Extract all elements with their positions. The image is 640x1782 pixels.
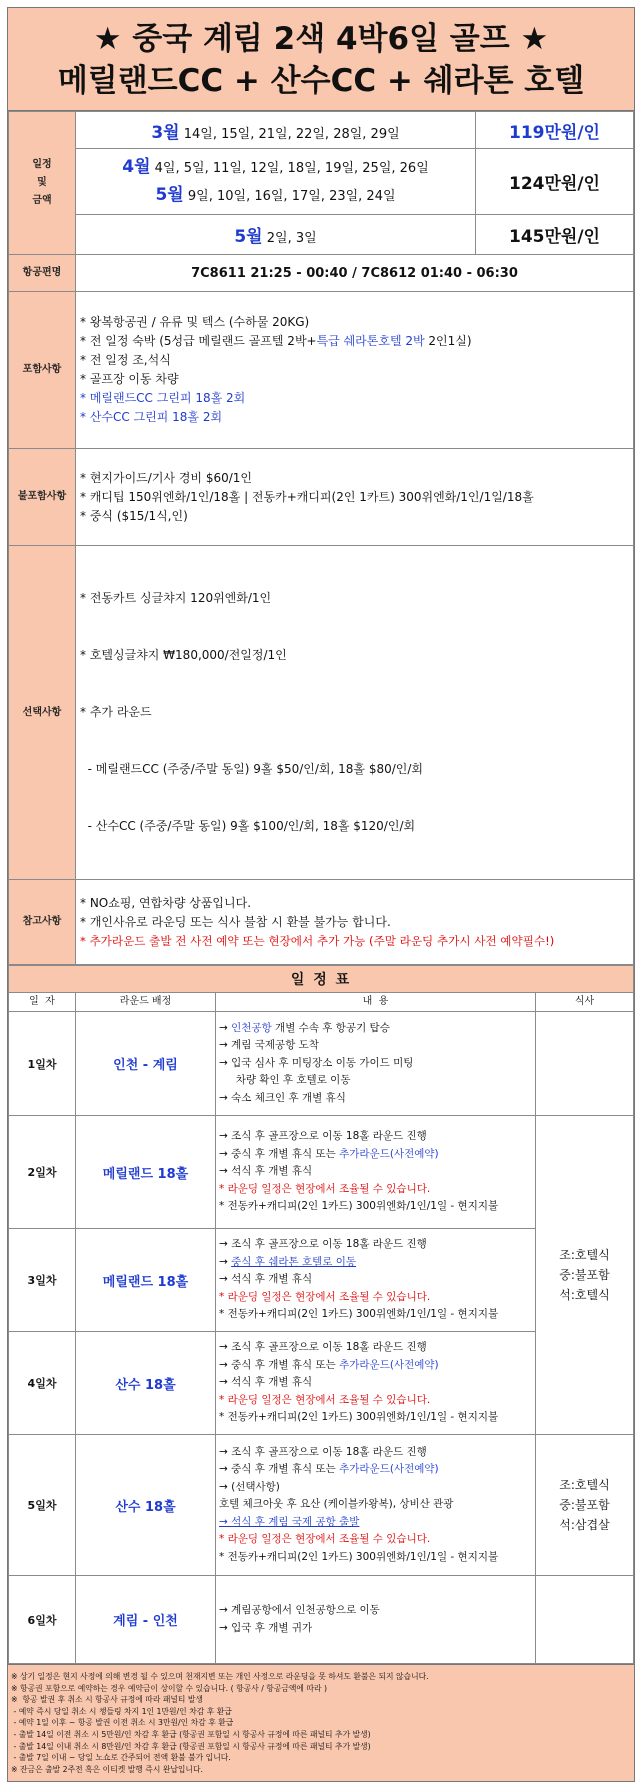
reference-label: 참고사항 [9, 880, 76, 965]
itinerary-line: → 석식 후 개별 휴식 [219, 1376, 313, 1389]
days: 14일, 15일, 21일, 22일, 28일, 29일 [183, 126, 400, 142]
excluded-item: * 현지가이드/기사 경비 $60/1인 [80, 470, 252, 485]
itinerary-line: → 중식 후 쉐라톤 호텔로 이동 [219, 1255, 357, 1268]
schedule-price-label [9, 112, 76, 255]
included-item: * 전 일정 조,석식 [80, 353, 171, 367]
itinerary-content [216, 1116, 536, 1229]
itinerary-line: → 석식 후 계림 국제 공항 출발 [219, 1515, 360, 1528]
label-line: 일정 [32, 159, 52, 170]
itinerary-line: * 라운딩 일정은 현장에서 조율될 수 있습니다. [219, 1533, 431, 1546]
reference-list [76, 880, 634, 965]
price-1: 119만원/인 [476, 112, 634, 149]
itinerary-line: * 라운딩 일정은 현장에서 조율될 수 있습니다. [219, 1393, 431, 1406]
itinerary-line: → 중식 후 개별 휴식 또는 추가라운드(사전예약) [219, 1147, 439, 1160]
col-day: 일 자 [9, 993, 76, 1012]
itinerary-line: → (선택사항) [219, 1480, 280, 1493]
month: 3월 [151, 122, 180, 143]
note-line: ※ 상기 일정은 현지 사정에 의해 변경 될 수 있으며 천재지변 또는 개인 사정으로 라운딩을 못 하셔도 환불은 되지 않습니다. [11, 1672, 429, 1681]
note-line: ※ 항공권 포함으로 예약하는 경우 예약금이 상이할 수 있습니다. ( 항공사 / 항공금액에 따라 ) [11, 1683, 328, 1693]
itinerary-days [9, 1012, 634, 1664]
itinerary-line: → 조식 후 골프장으로 이동 18홀 라운드 진행 [219, 1445, 427, 1458]
schedule-dates-1 [76, 112, 476, 149]
itinerary-line: * 전동카+캐디피(2인 1카드) 300위엔화/1인/1일 - 현지지불 [219, 1308, 499, 1321]
month: 5월 [234, 227, 263, 247]
excluded-label: 불포함사항 [9, 449, 76, 546]
itinerary-line: → 중식 후 개별 휴식 또는 추가라운드(사전예약) [219, 1358, 439, 1371]
note-line: ※ 잔금은 출발 2주전 혹은 이티켓 발행 즉시 완납입니다. [11, 1764, 203, 1774]
optional-item: * 전동카트 싱글챠지 120위엔화/1인 [80, 591, 272, 605]
days: 4일, 5일, 11일, 12일, 18일, 19일, 25일, 26일 [154, 160, 429, 176]
included-item: * 산수CC 그린피 18홀 2회 [80, 410, 223, 424]
schedule-dates-3 [76, 215, 476, 255]
itinerary-route: 메릴랜드 18홀 [76, 1116, 216, 1229]
itinerary-content [216, 1229, 536, 1332]
note-line: - 예약 즉시 당일 취소 시 챙들링 차지 1인 1만원/인 차감 후 환급 [11, 1706, 232, 1716]
reference-item: * NO쇼핑, 연합차량 상품입니다. [80, 895, 252, 910]
itinerary-content [216, 1332, 536, 1435]
optional-item: - 메릴랜드CC (주중/주말 동일) 9홀 $50/인/회, 18홀 $80/인/회 [80, 762, 423, 776]
flight-value: 7C8611 21:25 - 00:40 / 7C8612 01:40 - 06:30 [76, 255, 634, 292]
itinerary-row [9, 1435, 634, 1576]
days: 2일, 3일 [266, 231, 317, 246]
note-line: - 예약 1일 이후 ~ 항공 발권 이전 취소 시 3만원/인 차감 후 환급 [11, 1718, 234, 1728]
optional-item: * 호텔싱글챠지 ₩180,000/전일정/1인 [80, 648, 287, 662]
itinerary-day: 2일차 [9, 1116, 76, 1229]
included-item: * 메릴랜드CC 그린피 18홀 2회 [80, 391, 246, 405]
title-line-1: ★ 중국 계림 2색 4박6일 골프 ★ [93, 21, 549, 57]
itinerary-route: 계림 - 인천 [76, 1576, 216, 1664]
itinerary-line: * 전동카+캐디피(2인 1카드) 300위엔화/1인/1일 - 현지지불 [219, 1200, 499, 1213]
included-label: 포함사항 [9, 292, 76, 449]
optional-list [76, 546, 634, 880]
included-list [76, 292, 634, 449]
flight-label: 항공편명 [9, 255, 76, 292]
col-route: 라운드 배정 [76, 993, 216, 1012]
itinerary-day: 4일차 [9, 1332, 76, 1435]
schedule-dates-2 [76, 149, 476, 215]
itinerary-line: → 입국 심사 후 미팅장소 이동 가이드 미팅 [219, 1056, 414, 1069]
month: 4월 [122, 156, 151, 177]
meal-line: 중:불포함 [559, 1498, 610, 1512]
optional-item: - 산수CC (주중/주말 동일) 9홀 $100/인/회, 18홀 $120/인/회 [80, 819, 416, 833]
title-line-2: 메릴랜드CC + 산수CC + 쉐라톤 호텔 [57, 63, 585, 99]
itinerary-line: → 계림공항에서 인천공항으로 이동 [219, 1604, 380, 1616]
meal-line: 조:호텔식 [559, 1478, 610, 1492]
itinerary-route: 메릴랜드 18홀 [76, 1229, 216, 1332]
meal-line: 석:호텔식 [559, 1288, 610, 1302]
itinerary-route: 산수 18홀 [76, 1435, 216, 1576]
itinerary-heading: 일 정 표 [9, 966, 634, 993]
itinerary-content [216, 1012, 536, 1116]
itinerary-line: → 조식 후 골프장으로 이동 18홀 라운드 진행 [219, 1238, 427, 1251]
itinerary-line: * 전동카+캐디피(2인 1카드) 300위엔화/1인/1일 - 현지지불 [219, 1411, 499, 1424]
golf-package-flyer [7, 7, 635, 1782]
meal-line: 중:불포함 [559, 1268, 610, 1282]
itinerary-line: → 중식 후 개별 휴식 또는 추가라운드(사전예약) [219, 1463, 439, 1476]
itinerary-line: → 석식 후 개별 휴식 [219, 1165, 313, 1178]
label-line: 및 [37, 177, 47, 188]
itinerary-day: 1일차 [9, 1012, 76, 1116]
notes-list [11, 1671, 631, 1775]
itinerary-route: 산수 18홀 [76, 1332, 216, 1435]
itinerary-day: 3일차 [9, 1229, 76, 1332]
itinerary-line: * 전동카+캐디피(2인 1카드) 300위엔화/1인/1일 - 현지지불 [219, 1550, 499, 1563]
itinerary-line: * 라운딩 일정은 현장에서 조율될 수 있습니다. [219, 1290, 431, 1303]
itinerary-line: * 라운딩 일정은 현장에서 조율될 수 있습니다. [219, 1182, 431, 1195]
month: 5월 [155, 184, 184, 205]
itinerary-line: → 숙소 체크인 후 개별 휴식 [219, 1091, 346, 1104]
itinerary-line: 차량 확인 후 호텔로 이동 [219, 1074, 351, 1087]
itinerary-row [9, 1576, 634, 1664]
itinerary-day: 5일차 [9, 1435, 76, 1576]
itinerary-line: → 석식 후 개별 휴식 [219, 1273, 313, 1286]
itinerary-meal [536, 1435, 634, 1576]
itinerary-line: → 조식 후 골프장으로 이동 18홀 라운드 진행 [219, 1341, 427, 1354]
notes-box [8, 1664, 634, 1781]
itinerary-content [216, 1435, 536, 1576]
price-3: 145만원/인 [476, 215, 634, 255]
included-item: * 골프장 이동 차량 [80, 372, 179, 386]
itinerary-meal-empty [536, 1012, 634, 1116]
itinerary-row [9, 1116, 634, 1229]
info-table [8, 111, 634, 965]
reference-item: * 개인사유로 라운딩 또는 식사 불참 시 환불 불가능 합니다. [80, 914, 391, 929]
excluded-item: * 중식 ($15/1식,인) [80, 508, 188, 523]
col-content: 내 용 [216, 993, 536, 1012]
flyer-title [8, 8, 634, 111]
itinerary-content [216, 1576, 536, 1664]
meal-line: 조:호텔식 [559, 1248, 610, 1262]
itinerary-day: 6일차 [9, 1576, 76, 1664]
reference-item-red: * 추가라운드 출발 전 사전 예약 또는 현장에서 추가 가능 (주말 라운딩 추가시 사전 예약필수!) [80, 933, 555, 948]
itinerary-route: 인천 - 계림 [76, 1012, 216, 1116]
label-line: 금액 [32, 195, 52, 206]
note-line: - 출발 14일 이내 취소 시 8만원/인 차감 후 환급 (항공권 포함일 시 항공사 규정에 따른 패널티 추가 발생) [11, 1741, 371, 1751]
included-item: * 왕복항공권 / 유류 및 텍스 (수하물 20KG) [80, 315, 310, 329]
excluded-item: * 캐디팁 150위엔화/1인/18홀 | 전동카+캐디피(2인 1카트) 300위엔화/1인/1일/18홀 [80, 489, 534, 504]
optional-item: * 추가 라운드 [80, 705, 152, 719]
meal-line: 석:삼겹살 [559, 1518, 610, 1532]
itinerary-line: → 계림 국제공항 도착 [219, 1039, 319, 1052]
itinerary-line: → 조식 후 골프장으로 이동 18홀 라운드 진행 [219, 1130, 427, 1143]
itinerary-row [9, 1012, 634, 1116]
itinerary-table [8, 965, 634, 1664]
col-meal: 식사 [536, 993, 634, 1012]
itinerary-line: → 입국 후 개별 귀가 [219, 1621, 313, 1634]
itinerary-line: → 인천공항 개별 수속 후 항공기 탑승 [219, 1021, 390, 1034]
note-line: - 출발 7일 이내 ~ 당일 노쇼로 간주되어 전액 환불 불가 입니다. [11, 1753, 231, 1763]
itinerary-meal-empty [536, 1576, 634, 1664]
itinerary-line: 호텔 체크아웃 후 요산 (케이블카왕복), 상비산 관광 [219, 1498, 454, 1511]
itinerary-meal [536, 1116, 634, 1435]
note-line: ※ 항공 발권 후 취소 시 항공사 규정에 따라 패널티 발생 [11, 1695, 203, 1705]
price-2: 124만원/인 [476, 149, 634, 215]
days: 9일, 10일, 16일, 17일, 23일, 24일 [187, 188, 396, 204]
optional-label: 선택사항 [9, 546, 76, 880]
note-line: - 출발 14일 이전 취소 시 5만원/인 차감 후 환급 (항공권 포함일 시 항공사 규정에 따른 패널티 추가 발생) [11, 1729, 371, 1739]
excluded-list [76, 449, 634, 546]
included-item: * 전 일정 숙박 (5성급 메릴랜드 골프텔 2박+특급 쉐라톤호텔 2박 2인1실) [80, 334, 472, 348]
